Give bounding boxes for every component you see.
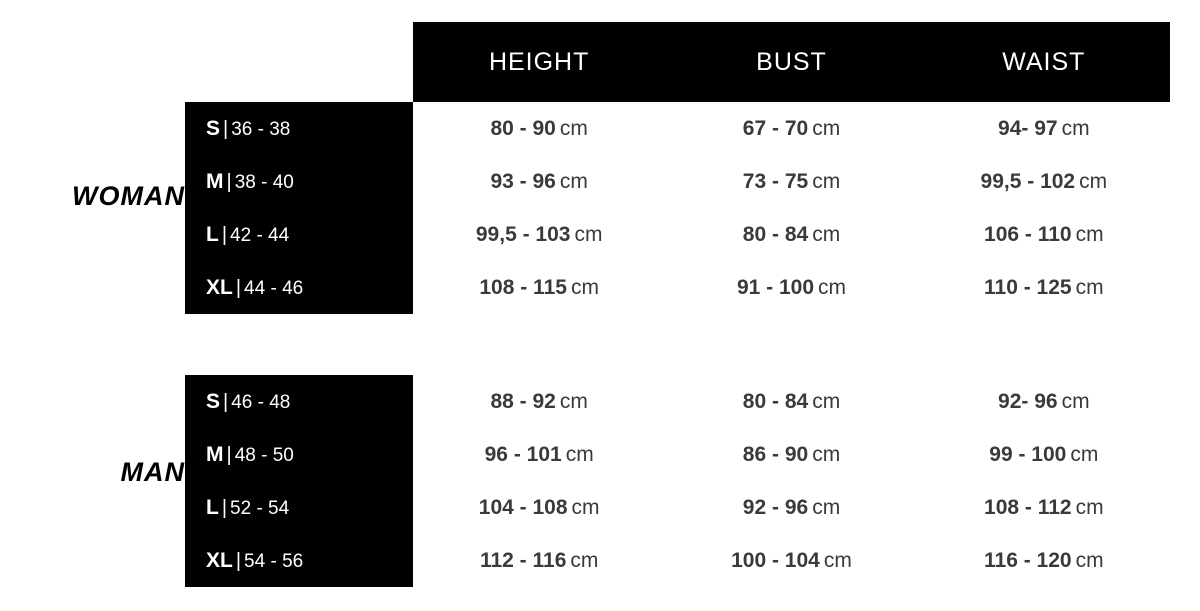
unit-label: cm <box>1075 275 1104 299</box>
unit-label: cm <box>570 275 599 299</box>
bust-value: 100 - 104 <box>731 548 820 572</box>
size-code: M <box>206 442 224 466</box>
bust-value: 67 - 70 <box>742 116 809 140</box>
table-row <box>185 261 1170 314</box>
column-header-bust: BUST <box>756 47 827 76</box>
table-row <box>185 208 1170 261</box>
waist-value: 94- 97 <box>998 116 1058 140</box>
size-cell <box>185 276 413 300</box>
unit-label: cm <box>1075 548 1104 572</box>
height-value: 112 - 116 <box>479 548 567 572</box>
waist-cell <box>918 276 1170 300</box>
height-cell <box>413 496 665 520</box>
unit-label: cm <box>812 169 841 193</box>
size-range: 52 - 54 <box>230 497 290 519</box>
size-range: 46 - 48 <box>231 391 291 413</box>
table-row <box>185 534 1170 587</box>
size-separator: | <box>223 390 229 413</box>
bust-cell <box>665 170 917 194</box>
size-cell <box>185 170 413 194</box>
table-header-row <box>413 22 1170 102</box>
bust-value: 92 - 96 <box>742 495 809 519</box>
height-value: 80 - 90 <box>490 116 556 140</box>
waist-value: 116 - 120 <box>984 548 1072 572</box>
height-cell <box>413 390 665 414</box>
height-cell <box>413 170 665 194</box>
table-row <box>185 102 1170 155</box>
unit-label: cm <box>1079 169 1108 193</box>
height-value: 104 - 108 <box>478 495 568 519</box>
bust-value: 80 - 84 <box>742 222 809 246</box>
table-body-man <box>185 375 1170 587</box>
size-cell <box>185 117 413 141</box>
unit-label: cm <box>1061 389 1090 413</box>
size-cell <box>185 223 413 247</box>
unit-label: cm <box>1070 442 1099 466</box>
unit-label: cm <box>818 275 847 299</box>
size-range: 38 - 40 <box>234 171 294 193</box>
size-separator: | <box>226 443 232 466</box>
unit-label: cm <box>823 548 852 572</box>
bust-value: 80 - 84 <box>742 389 809 413</box>
height-value: 93 - 96 <box>490 169 556 193</box>
size-cell <box>185 390 413 414</box>
waist-value: 106 - 110 <box>984 222 1072 246</box>
size-code: XL <box>206 275 233 299</box>
waist-cell <box>918 549 1170 573</box>
unit-label: cm <box>574 222 603 246</box>
waist-cell <box>918 223 1170 247</box>
size-code: L <box>206 222 219 246</box>
bust-value: 86 - 90 <box>742 442 809 466</box>
group-label-woman: WOMAN <box>72 181 185 211</box>
height-cell <box>413 443 665 467</box>
waist-value: 110 - 125 <box>984 275 1072 299</box>
unit-label: cm <box>571 495 600 519</box>
waist-cell <box>918 443 1170 467</box>
height-cell <box>413 276 665 300</box>
bust-value: 91 - 100 <box>736 275 815 299</box>
waist-cell <box>918 170 1170 194</box>
size-separator: | <box>221 223 228 246</box>
height-value: 96 - 101 <box>484 442 562 466</box>
bust-value: 73 - 75 <box>742 169 809 193</box>
size-separator: | <box>235 549 242 572</box>
size-code: XL <box>206 548 233 572</box>
bust-cell <box>665 443 917 467</box>
unit-label: cm <box>812 116 841 140</box>
waist-value: 108 - 112 <box>984 495 1072 519</box>
unit-label: cm <box>812 389 841 413</box>
size-range: 42 - 44 <box>230 224 290 246</box>
unit-label: cm <box>559 116 588 140</box>
waist-cell <box>918 390 1170 414</box>
waist-cell <box>918 496 1170 520</box>
bust-cell <box>665 276 917 300</box>
unit-label: cm <box>812 442 841 466</box>
unit-label: cm <box>812 495 841 519</box>
height-cell <box>413 223 665 247</box>
size-separator: | <box>223 117 229 140</box>
column-header-height: HEIGHT <box>488 47 590 76</box>
bust-cell <box>665 117 917 141</box>
size-range: 54 - 56 <box>244 550 304 572</box>
column-header-waist: WAIST <box>1002 47 1086 76</box>
table-row <box>185 481 1170 534</box>
size-cell <box>185 443 413 467</box>
waist-value: 92- 96 <box>998 389 1058 413</box>
bust-cell <box>665 223 917 247</box>
unit-label: cm <box>1075 222 1104 246</box>
bust-cell <box>665 549 917 573</box>
bust-cell <box>665 390 917 414</box>
size-range: 44 - 46 <box>244 277 304 299</box>
size-code: S <box>206 116 221 140</box>
size-code: S <box>206 389 221 413</box>
unit-label: cm <box>565 442 594 466</box>
height-value: 99,5 - 103 <box>475 222 571 246</box>
unit-label: cm <box>1075 495 1104 519</box>
group-label-man: MAN <box>120 457 185 487</box>
unit-label: cm <box>1061 116 1090 140</box>
table-row <box>185 155 1170 208</box>
unit-label: cm <box>559 169 588 193</box>
table-body-woman <box>185 102 1170 314</box>
waist-cell <box>918 117 1170 141</box>
size-range: 48 - 50 <box>234 444 294 466</box>
size-cell <box>185 496 413 520</box>
table-row <box>185 428 1170 481</box>
unit-label: cm <box>570 548 599 572</box>
size-code: L <box>206 495 219 519</box>
unit-label: cm <box>559 389 588 413</box>
height-value: 88 - 92 <box>490 389 556 413</box>
size-separator: | <box>235 276 242 299</box>
size-separator: | <box>221 496 228 519</box>
bust-cell <box>665 496 917 520</box>
waist-value: 99 - 100 <box>989 442 1067 466</box>
table-row <box>185 375 1170 428</box>
height-cell <box>413 117 665 141</box>
size-code: M <box>206 169 224 193</box>
waist-value: 99,5 - 102 <box>980 169 1076 193</box>
size-separator: | <box>226 170 232 193</box>
unit-label: cm <box>812 222 841 246</box>
size-range: 36 - 38 <box>231 118 291 140</box>
height-cell <box>413 549 665 573</box>
size-cell <box>185 549 413 573</box>
height-value: 108 - 115 <box>479 275 567 299</box>
